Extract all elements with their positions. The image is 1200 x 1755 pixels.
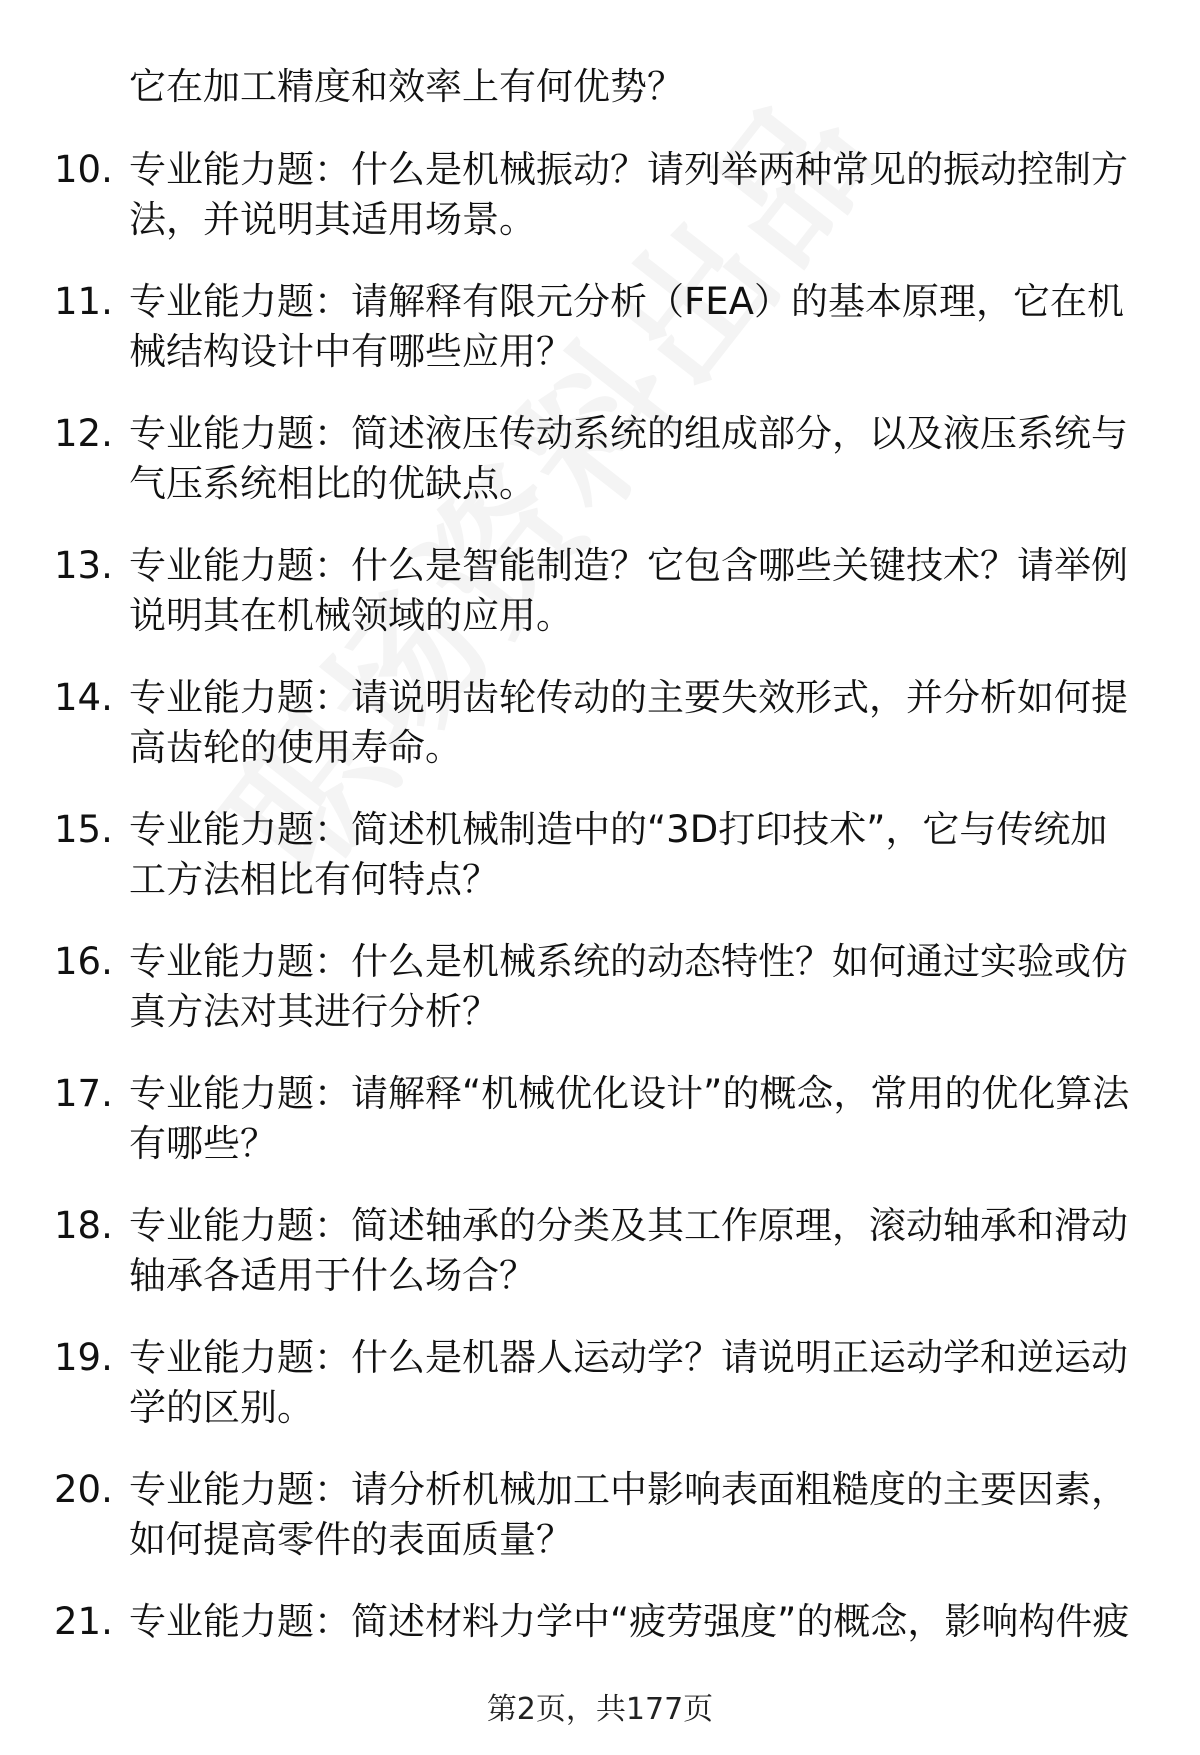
question-item: [54, 673, 1164, 805]
question-continuation: 它在加工精度和效率上有何优势？: [129, 65, 684, 108]
question-number: 14.: [54, 676, 113, 719]
question-item: [54, 541, 1164, 673]
question-number: 11.: [54, 280, 113, 323]
question-item: [54, 277, 1164, 409]
question-text: 专业能力题：简述机械制造中的“3D打印技术”，它与传统加工方法相比有何特点？: [129, 808, 1108, 901]
question-number: 19.: [54, 1336, 113, 1379]
question-item: [54, 1201, 1164, 1333]
question-text: 专业能力题：什么是机械振动？请列举两种常见的振动控制方法，并说明其适用场景。: [129, 148, 1128, 241]
question-number: 16.: [54, 940, 113, 983]
question-text: 专业能力题：请说明齿轮传动的主要失效形式，并分析如何提高齿轮的使用寿命。: [129, 676, 1128, 769]
question-item: [54, 805, 1164, 937]
question-list: [54, 145, 1164, 1729]
question-number: 15.: [54, 808, 113, 851]
question-number: 18.: [54, 1204, 113, 1247]
question-item: [54, 1069, 1164, 1201]
question-number: 13.: [54, 544, 113, 587]
question-item: [54, 145, 1164, 277]
question-text: 专业能力题：什么是机器人运动学？请说明正运动学和逆运动学的区别。: [129, 1336, 1128, 1429]
question-number: 20.: [54, 1468, 113, 1511]
question-number: 10.: [54, 148, 113, 191]
question-number: 12.: [54, 412, 113, 455]
question-text: 专业能力题：请分析机械加工中影响表面粗糙度的主要因素，如何提高零件的表面质量？: [129, 1468, 1128, 1561]
question-text: 专业能力题：请解释有限元分析（FEA）的基本原理，它在机械结构设计中有哪些应用？: [129, 280, 1124, 373]
page-footer: 第2页，共177页: [486, 1692, 714, 1727]
question-number: 17.: [54, 1072, 113, 1115]
question-number: 21.: [54, 1600, 113, 1643]
question-text: 专业能力题：请解释“机械优化设计”的概念，常用的优化算法有哪些？: [129, 1072, 1130, 1165]
question-text: 专业能力题：简述材料力学中“疲劳强度”的概念，影响构件疲: [129, 1600, 1130, 1643]
question-text: 专业能力题：简述液压传动系统的组成部分，以及液压系统与气压系统相比的优缺点。: [129, 412, 1128, 505]
question-item: [54, 937, 1164, 1069]
question-text: 专业能力题：什么是机械系统的动态特性？如何通过实验或仿真方法对其进行分析？: [129, 940, 1128, 1033]
question-text: 专业能力题：什么是智能制造？它包含哪些关键技术？请举例说明其在机械领域的应用。: [129, 544, 1128, 637]
question-item: [54, 1333, 1164, 1465]
question-text: 专业能力题：简述轴承的分类及其工作原理，滚动轴承和滑动轴承各适用于什么场合？: [129, 1204, 1128, 1297]
question-item: [54, 1465, 1164, 1597]
question-item: [54, 409, 1164, 541]
